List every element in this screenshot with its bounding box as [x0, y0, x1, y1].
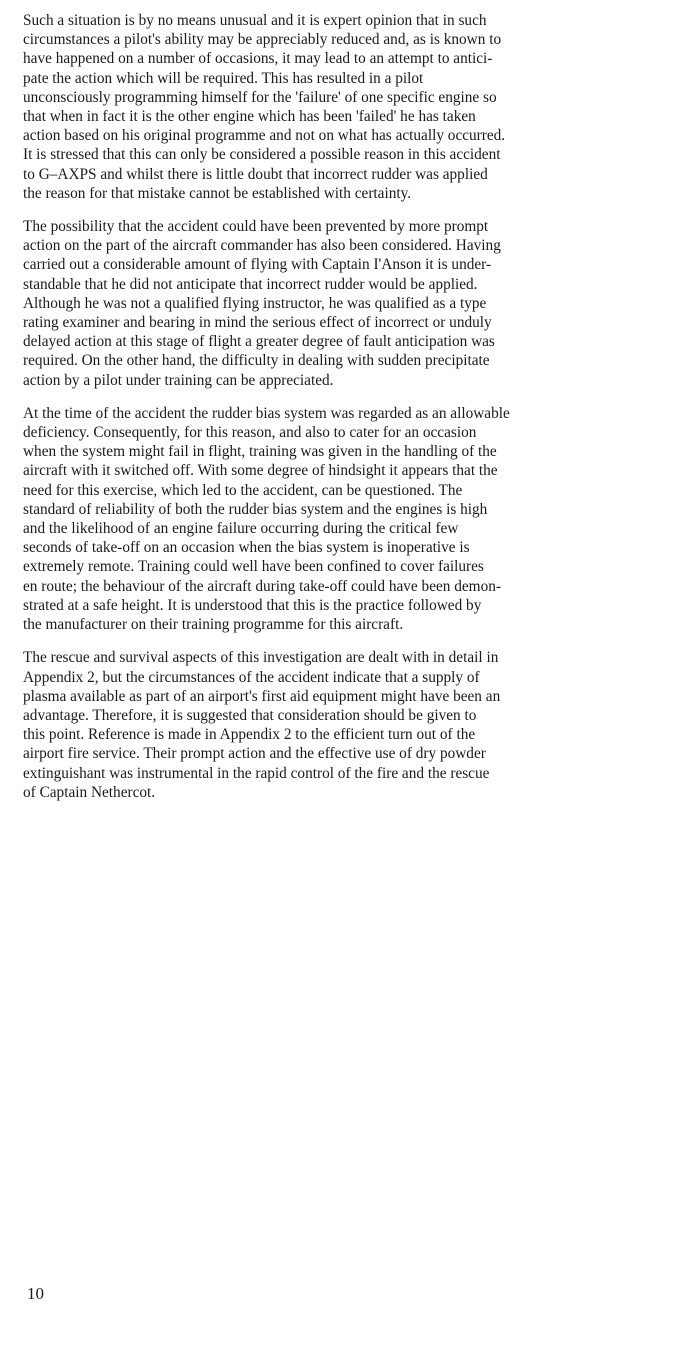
- text-line: carried out a considerable amount of flying with Captain I'Anson it is under-: [23, 256, 492, 274]
- text-line: delayed action at this stage of flight a greater degree of fault anticipation was: [23, 333, 495, 351]
- paragraph-rescue-survival: [23, 648, 691, 802]
- text-line: the manufacturer on their training programme for this aircraft.: [23, 616, 404, 634]
- text-line: action by a pilot under training can be appreciated.: [23, 371, 334, 389]
- text-line: standard of reliability of both the rudder bias system and the engines is high: [23, 500, 488, 518]
- body-text: [23, 11, 691, 816]
- text-line: It is stressed that this can only be considered a possible reason in this accident: [23, 146, 501, 164]
- page-number: 10: [27, 1284, 44, 1303]
- text-line: advantage. Therefore, it is suggested that consideration should be given to: [23, 706, 477, 724]
- text-line: rating examiner and bearing in mind the serious effect of incorrect or unduly: [23, 314, 492, 332]
- text-line: action based on his original programme and not on what has actually occurred.: [23, 127, 506, 145]
- text-line: plasma available as part of an airport's first aid equipment might have been an: [23, 687, 501, 705]
- text-line: extinguishant was instrumental in the rapid control of the fire and the rescue: [23, 764, 490, 782]
- text-line: the reason for that mistake cannot be established with certainty.: [23, 184, 412, 202]
- text-line: of Captain Nethercot.: [23, 783, 156, 801]
- text-line: circumstances a pilot's ability may be appreciably reduced and, as is known to: [23, 31, 502, 49]
- text-line: At the time of the accident the rudder bias system was regarded as an allowable: [23, 404, 510, 422]
- text-line: Such a situation is by no means unusual and it is expert opinion that in such: [23, 12, 487, 29]
- text-line: unconsciously programming himself for the 'failure' of one specific engine so: [23, 88, 497, 106]
- text-line: and the likelihood of an engine failure occurring during the critical few: [23, 520, 459, 538]
- text-line: The possibility that the accident could have been prevented by more prompt: [23, 218, 489, 236]
- text-line: that when in fact it is the other engine which has been 'failed' he has taken: [23, 108, 476, 126]
- text-line: seconds of take-off on an occasion when the bias system is inoperative is: [23, 539, 470, 557]
- text-line: action on the part of the aircraft commander has also been considered. Having: [23, 237, 501, 255]
- text-line: required. On the other hand, the difficulty in dealing with sudden precipitate: [23, 352, 490, 370]
- text-line: Appendix 2, but the circumstances of the accident indicate that a supply of: [23, 668, 480, 686]
- text-line: The rescue and survival aspects of this investigation are dealt with in detail in: [23, 649, 499, 667]
- text-line: aircraft with it switched off. With some degree of hindsight it appears that the: [23, 462, 498, 480]
- text-line: to G–AXPS and whilst there is little doubt that incorrect rudder was applied: [23, 165, 488, 183]
- text-line: extremely remote. Training could well have been confined to cover failures: [23, 558, 484, 576]
- text-line: have happened on a number of occasions, it may lead to an attempt to antici-: [23, 50, 493, 68]
- paragraph-pilot-programming: [23, 11, 691, 203]
- text-line: Although he was not a qualified flying instructor, he was qualified as a type: [23, 294, 487, 312]
- text-line: pate the action which will be required. This has resulted in a pilot: [23, 69, 424, 87]
- text-line: this point. Reference is made in Appendix 2 to the efficient turn out of the: [23, 726, 476, 744]
- text-line: en route; the behaviour of the aircraft during take-off could have been demon-: [23, 577, 501, 595]
- text-line: deficiency. Consequently, for this reason, and also to cater for an occasion: [23, 424, 477, 442]
- paragraph-commander-action: [23, 217, 691, 390]
- text-line: need for this exercise, which led to the accident, can be questioned. The: [23, 481, 463, 499]
- text-line: strated at a safe height. It is understood that this is the practice followed by: [23, 596, 482, 614]
- paragraph-rudder-bias: [23, 404, 691, 634]
- text-line: standable that he did not anticipate that incorrect rudder would be applied.: [23, 275, 478, 293]
- text-line: airport fire service. Their prompt action and the effective use of dry powder: [23, 745, 486, 763]
- text-line: when the system might fail in flight, training was given in the handling of the: [23, 443, 497, 461]
